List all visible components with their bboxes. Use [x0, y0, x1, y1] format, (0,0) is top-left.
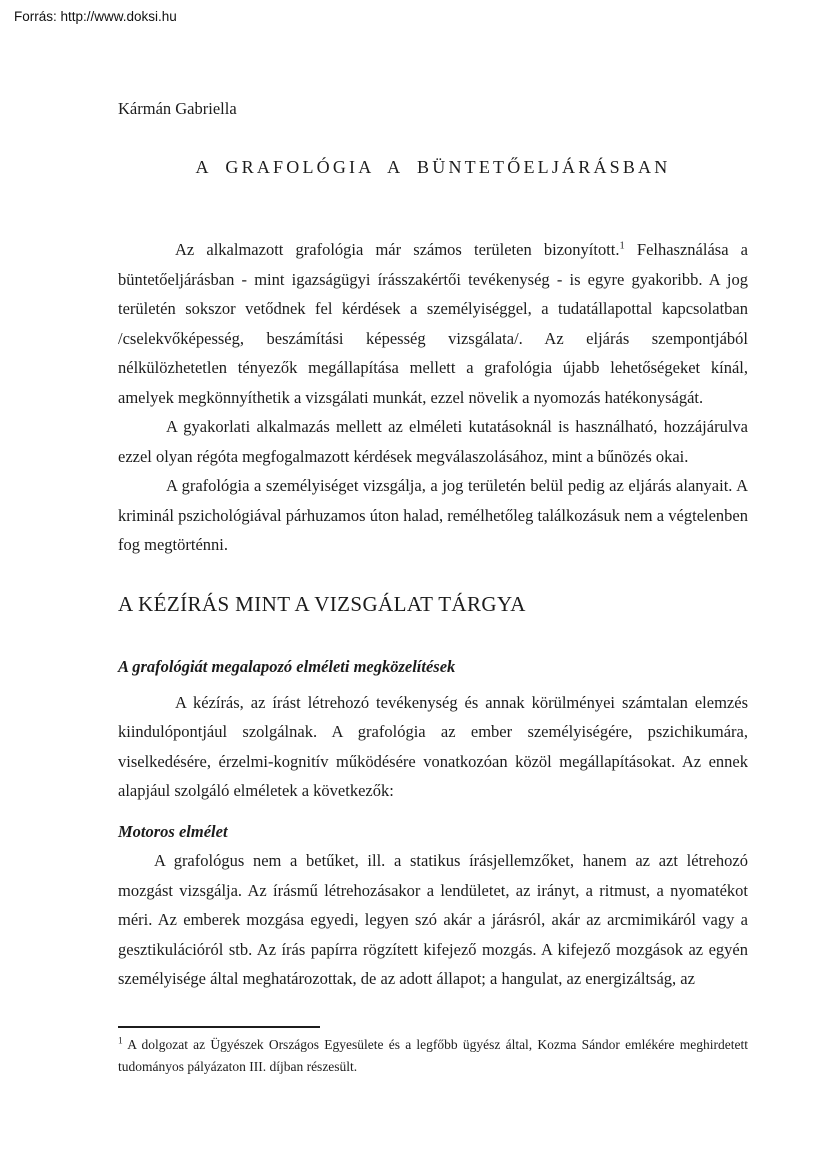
section-heading-handwriting: A KÉZÍRÁS MINT A VIZSGÁLAT TÁRGYA [118, 591, 526, 616]
paragraph-practical-use: A gyakorlati alkalmazás mellett az elméleti kutatásoknál is használható, hozzájárulva ezzel olyan régóta megfogalmazott kérdések megválaszolásához, mint a bűnözés okai. [118, 417, 748, 466]
footnote-reference-1: 1 [619, 240, 625, 252]
footnote-separator-rule [118, 1026, 320, 1028]
paragraph-intro [118, 235, 748, 412]
document-content [118, 0, 748, 994]
footnote-1-number: 1 [118, 1036, 123, 1047]
subheading-theoretical-approaches: A grafológiát megalapozó elméleti megközelítések [118, 656, 456, 676]
footnote-area [118, 1026, 748, 1077]
paragraph-handwriting-basis: A kézírás, az írást létrehozó tevékenység és annak körülményei számtalan elemzés kiindulópontjául szolgálnak. A grafológia az ember személyiségére, pszichikumára, viselkedésére, érzelmi-kognitív működésére vonatkozóan közöl megállapításokat. Az ennek alapjául szolgáló elméletek a következők: [118, 692, 748, 800]
paragraph-intro-text-before-footnote-ref: Az alkalmazott grafológia már számos területen bizonyított. [175, 240, 620, 259]
paragraph-personality: A grafológia a személyiséget vizsgálja, a jog területén belül pedig az eljárás alanyait. A kriminál pszichológiával párhuzamos úton halad, remélhetőleg találkozásuk nem a végtelenben fog megtörténni. [118, 476, 748, 554]
subheading-motor-theory: Motoros elmélet [118, 821, 228, 841]
footnote-1 [118, 1034, 748, 1077]
paragraph-intro-text-after-footnote-ref: Felhasználása a büntetőeljárásban - mint igazságügyi írásszakértői tevékenység - is egyre gyakoribb. A jog területén sokszor vetődnek fel kérdések a személyiséggel, a tudatállapottal kapcsolatban /cselekvőképesség, beszámítási képesség vizsgálata/. Az eljárás szempontjából nélkülözhetetlen tényezők megállapítása mellett a grafológia újabb lehetőségeket kínál, amelyek megkönnyíthetik a vizsgálati munkát, ezzel növelik a nyomozás hatékonyságát. [118, 240, 749, 407]
footnote-1-text: A dolgozat az Ügyészek Országos Egyesülete és a legfőbb ügyész által, Kozma Sándor emlékére meghirdetett tudományos pályázaton III. díjban részesült. [118, 1037, 748, 1074]
author-name: Kármán Gabriella [118, 99, 237, 118]
paragraph-motor-theory: A grafológus nem a betűket, ill. a statikus írásjellemzőket, hanem az azt létrehozó mozgást vizsgálja. Az írásmű létrehozásakor a lendületet, az irányt, a ritmust, a nyomatékot méri. Az emberek mozgása egyedi, legyen szó akár a járásról, akár az arcmimikáról vagy a gesztikulációról stb. Az írás papírra rögzített kifejező mozgás. A kifejező mozgások az egyén személyisége által meghatározottak, de az adott állapot; a hangulat, az energizáltság, az [118, 851, 748, 988]
source-watermark: Forrás: http://www.doksi.hu [14, 9, 177, 24]
document-title: A GRAFOLÓGIA A BÜNTETŐELJÁRÁSBAN [195, 157, 671, 177]
